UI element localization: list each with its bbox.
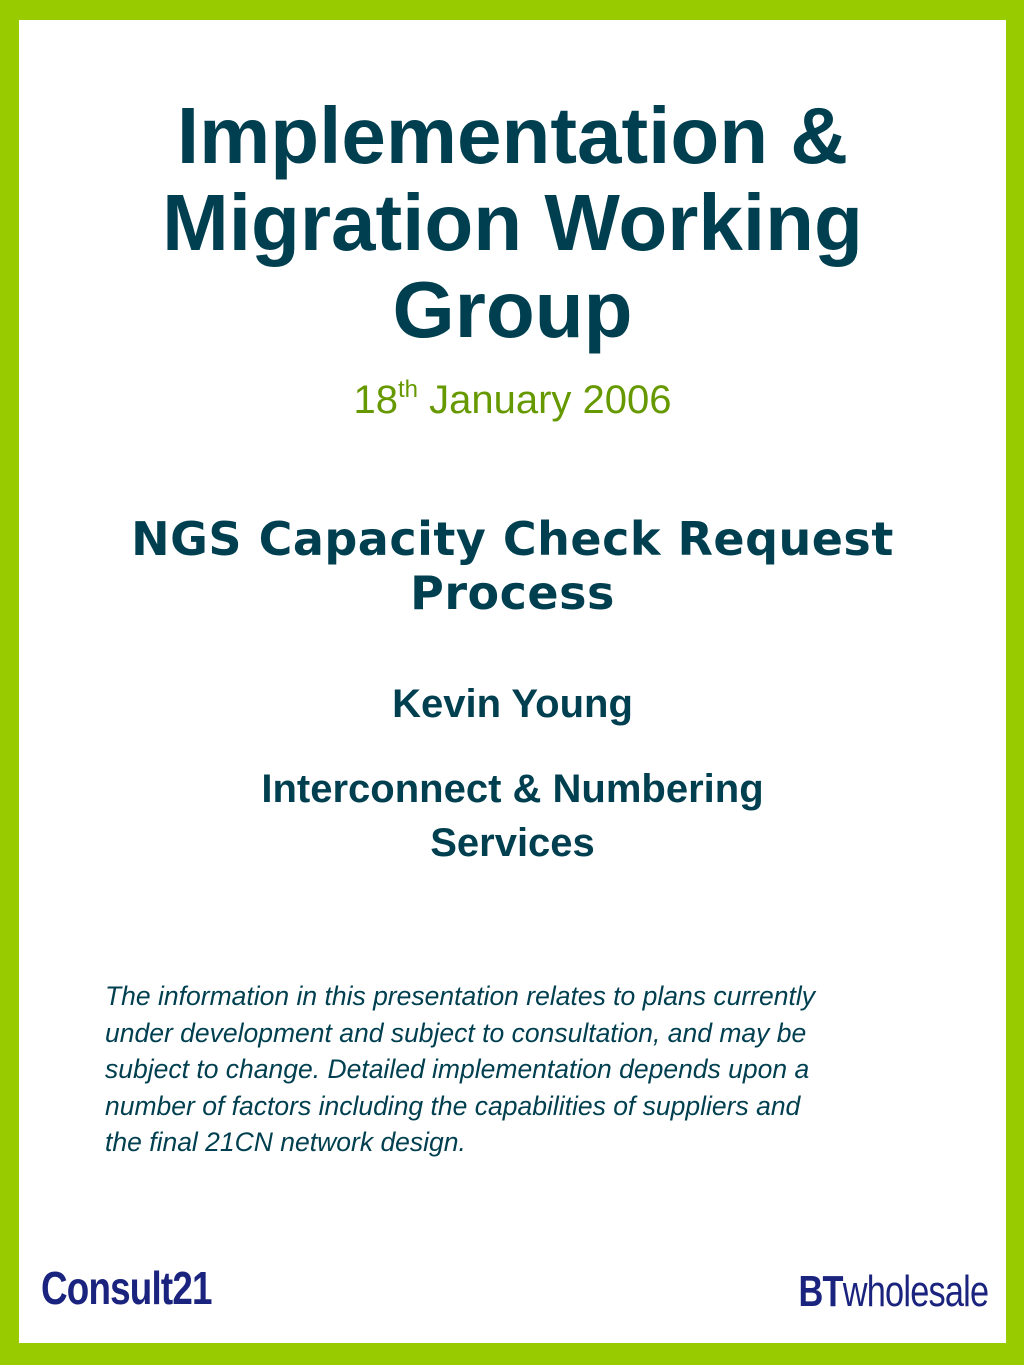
bt-logo-mark: BT	[798, 1267, 843, 1316]
subtitle-line-1: NGS Capacity Check Request	[131, 512, 894, 566]
slide-title	[19, 92, 1006, 353]
title-line-3: Group	[392, 265, 633, 354]
subtitle-line-2: Process	[410, 566, 615, 620]
presenter-name: Kevin Young	[392, 682, 633, 726]
date-day: 18	[353, 378, 398, 422]
date-suffix: th	[397, 376, 418, 403]
department-line-2: Services	[430, 821, 595, 865]
slide	[19, 20, 1006, 1343]
disclaimer-text	[105, 978, 945, 1161]
wholesale-logo-text: wholesale	[842, 1267, 988, 1316]
disclaimer-line-3: subject to change. Detailed implementation depends upon a	[105, 1054, 810, 1084]
title-line-2: Migration Working	[162, 178, 863, 267]
disclaimer-line-5: the final 21CN network design.	[105, 1127, 466, 1157]
disclaimer-line-1: The information in this presentation relates to plans currently	[105, 981, 815, 1011]
title-line-1: Implementation &	[176, 91, 849, 180]
disclaimer-line-2: under development and subject to consultation, and may be	[105, 1017, 807, 1048]
presentation-subtitle	[19, 512, 1006, 620]
consult21-logo: Consult21	[41, 1262, 212, 1314]
department-line-1: Interconnect & Numbering	[261, 767, 764, 811]
meeting-date	[19, 376, 1006, 424]
date-rest: January 2006	[418, 378, 672, 422]
presenter-department	[19, 762, 1006, 870]
disclaimer-line-4: number of factors including the capabilities of suppliers and	[105, 1090, 801, 1121]
bt-wholesale-logo	[798, 1264, 988, 1320]
